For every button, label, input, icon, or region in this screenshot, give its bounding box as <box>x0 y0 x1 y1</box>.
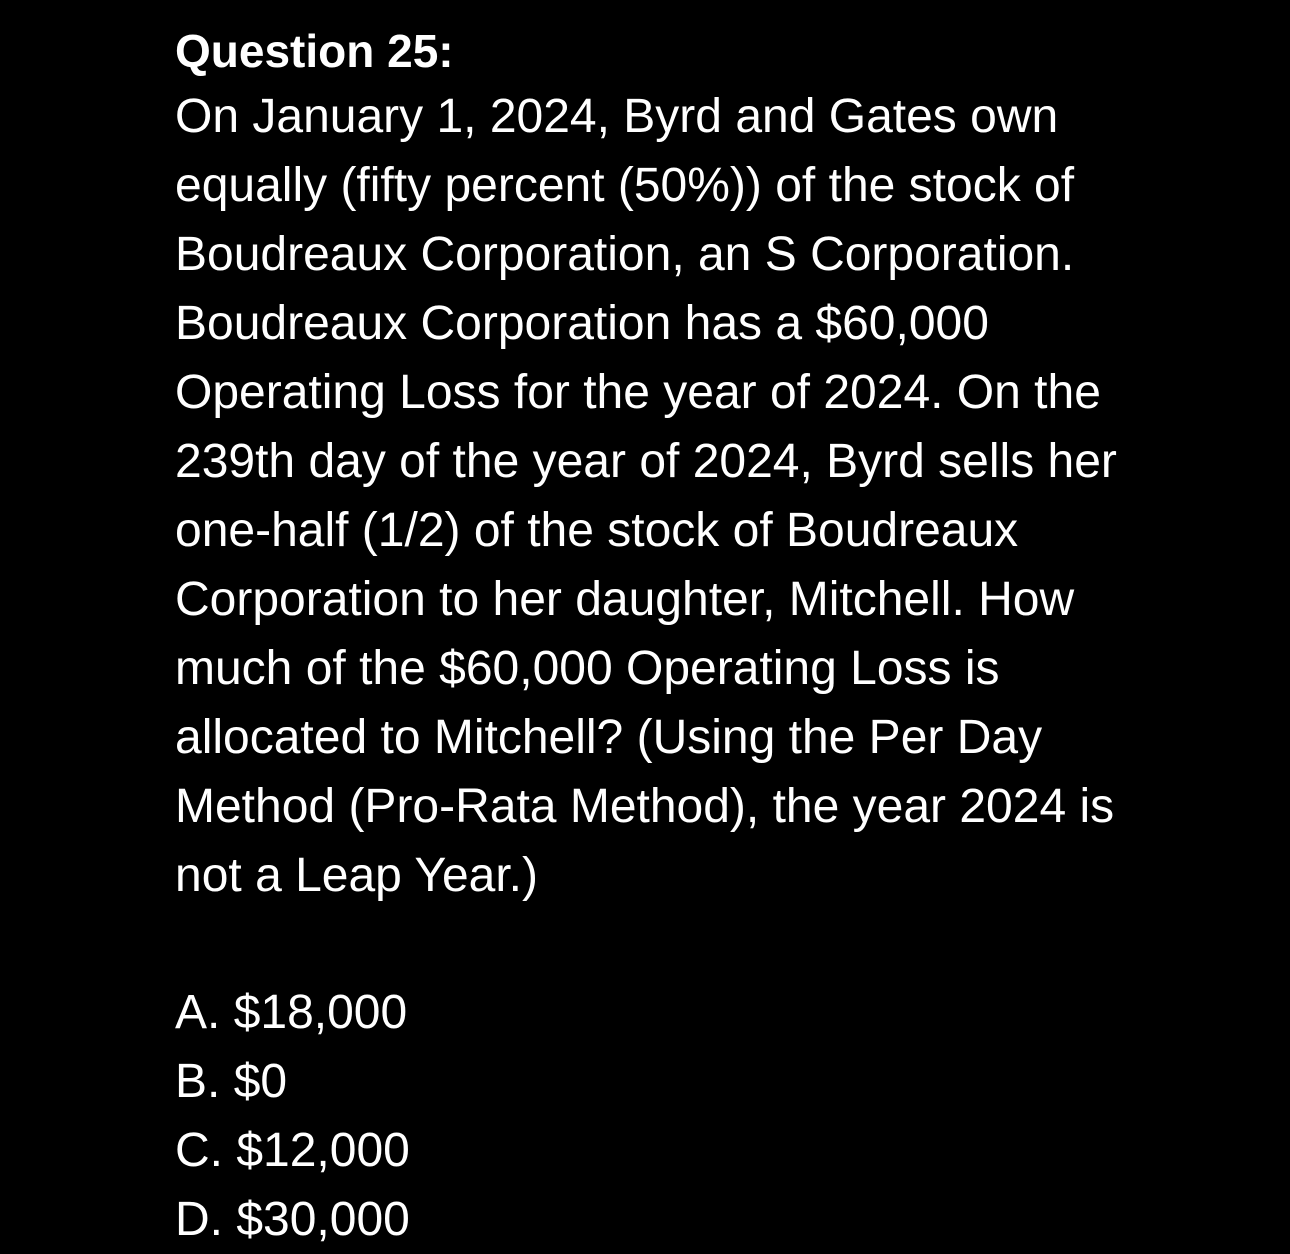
question-line: 239th day of the year of 2024, Byrd sells her <box>175 435 1117 488</box>
question-line: Method (Pro-Rata Method), the year 2024 is <box>175 780 1115 833</box>
option-c[interactable]: C. $12,000 <box>175 1124 410 1177</box>
question-line: allocated to Mitchell? (Using the Per Day <box>175 711 1043 764</box>
question-line: On January 1, 2024, Byrd and Gates own <box>175 90 1059 143</box>
question-line: Corporation to her daughter, Mitchell. How <box>175 573 1075 626</box>
option-d[interactable]: D. $30,000 <box>175 1193 410 1246</box>
question-container <box>175 20 1235 1254</box>
answer-options <box>175 978 1235 1254</box>
question-line: Boudreaux Corporation has a $60,000 <box>175 297 989 350</box>
question-body <box>175 82 1235 910</box>
option-b[interactable]: B. $0 <box>175 1055 288 1108</box>
question-title: Question 25: <box>175 25 454 77</box>
question-line: much of the $60,000 Operating Loss is <box>175 642 1000 695</box>
question-line: Operating Loss for the year of 2024. On the <box>175 366 1101 419</box>
option-a[interactable]: A. $18,000 <box>175 986 408 1039</box>
question-line: equally (fifty percent (50%)) of the stock of <box>175 159 1075 212</box>
question-line: not a Leap Year.) <box>175 849 538 902</box>
question-line: one-half (1/2) of the stock of Boudreaux <box>175 504 1019 557</box>
question-line: Boudreaux Corporation, an S Corporation. <box>175 228 1075 281</box>
